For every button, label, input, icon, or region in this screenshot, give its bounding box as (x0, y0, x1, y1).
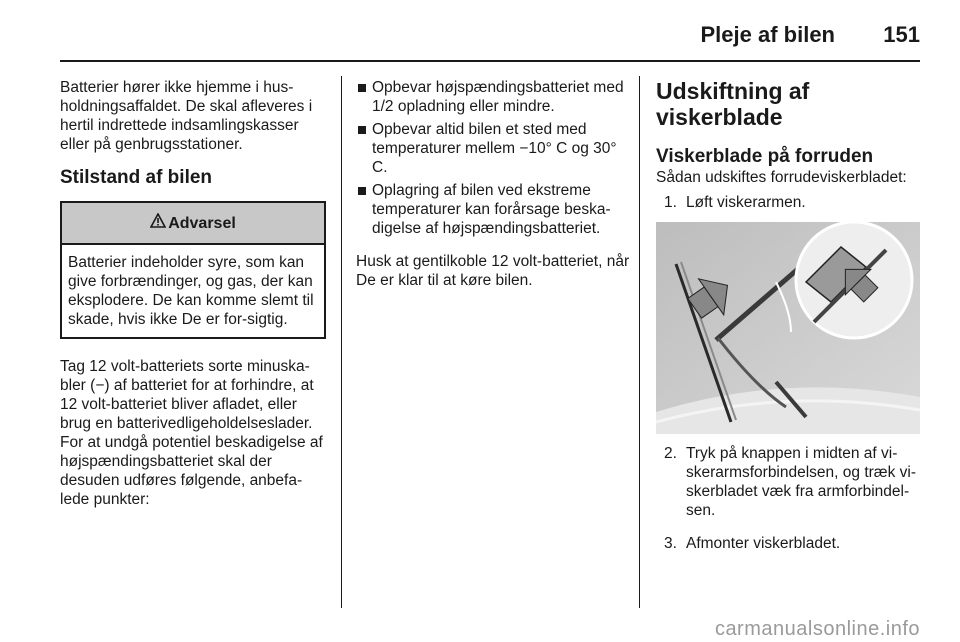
warning-header (62, 203, 324, 245)
page-number: 151 (883, 22, 920, 47)
storage-bullet-list (356, 78, 632, 238)
list-item: 1. Løft viskerarmen. (664, 194, 806, 211)
storage-body-paragraph: Tag 12 volt-batteriets sorte minuska-bler (−) af batteriet for at forhindre, at 12 volt-batteriet bliver afladet, eller brug en batterivedligeholdelseslader. For at undgå potentiel beskadigelse af højspændingsbatteriet skal der desuden udføres følgende, anbefa-lede punkter: (60, 358, 323, 508)
column-middle (356, 78, 632, 304)
subheading-windscreen-wiper: Viskerblade på forruden (656, 146, 874, 167)
wiper-steps-continued (656, 444, 921, 553)
wiper-illustration (656, 222, 920, 434)
bullet-square-icon (358, 84, 366, 92)
column-divider-2 (639, 76, 640, 608)
list-item: 3. Afmonter viskerbladet. (664, 535, 841, 552)
chapter-title: Pleje af bilen (700, 22, 835, 47)
bullet-square-icon (358, 187, 366, 195)
warning-triangle-icon (150, 213, 166, 233)
column-divider-1 (341, 76, 342, 608)
wiper-intro: Sådan udskiftes forrudeviskerbladet: (656, 169, 907, 186)
column-right (656, 78, 921, 553)
list-item: Opbevar højspændingsbatteriet med 1/2 opladning eller mindre. (356, 78, 632, 116)
wiper-steps (656, 193, 921, 212)
list-item: Oplagring af bilen ved ekstreme temperaturer kan forårsage beska-digelse af højspændingsbatteriet. (356, 181, 632, 238)
list-item: Opbevar altid bilen et sted med temperaturer mellem −10° C og 30° C. (356, 120, 632, 177)
header-divider (60, 60, 920, 62)
warning-box (60, 201, 326, 339)
battery-disposal-paragraph: Batterier hører ikke hjemme i hus-holdningsaffaldet. De skal afleveres i hertil indrettede indsamlingskasser eller på genbrugsstationer. (60, 79, 313, 153)
bullet-square-icon (358, 126, 366, 134)
warning-title: Advarsel (168, 214, 236, 232)
page-header (60, 18, 920, 58)
column-left (60, 78, 326, 523)
section-heading-wiper: Udskiftning af viskerblade (656, 78, 810, 130)
reconnect-paragraph: Husk at gentilkoble 12 volt-batteriet, når De er klar til at køre bilen. (356, 253, 630, 289)
list-item: 2. Tryk på knappen i midten af vi-skerarmsforbindelsen, og træk vi-skerbladet væk fra armforbindel-sen. (664, 445, 916, 519)
section-heading-storage: Stilstand af bilen (60, 167, 213, 188)
warning-text: Batterier indeholder syre, som kan give forbrændinger, og gas, der kan eksplodere. De kan komme slemt til skade, hvis ikke De er for-sigtig. (68, 254, 314, 328)
site-watermark: carmanualsonline.info (714, 618, 920, 640)
